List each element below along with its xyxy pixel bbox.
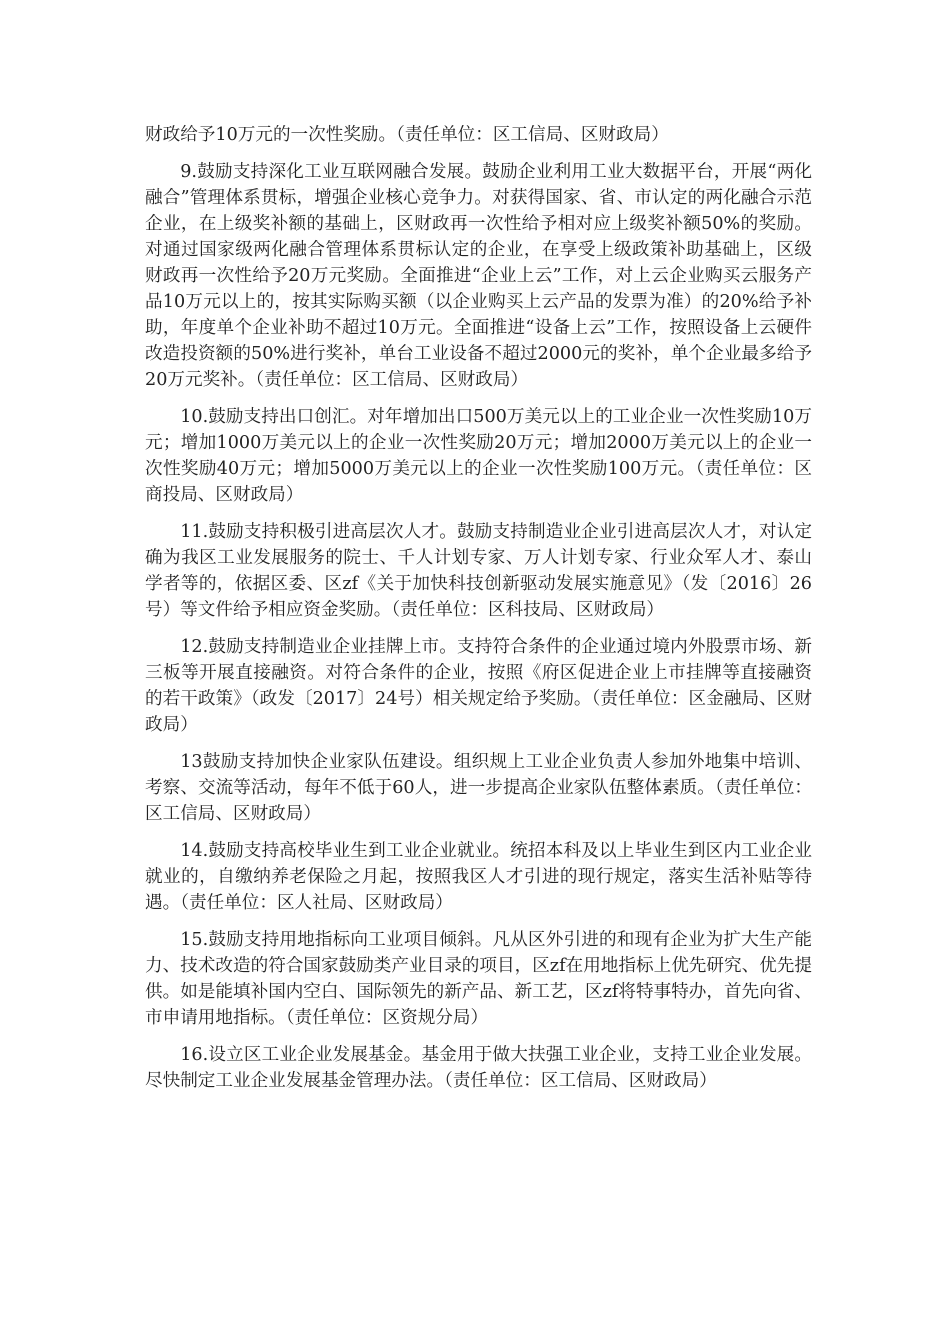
paragraph-item-11: 11.鼓励支持积极引进高层次人才。鼓励支持制造业企业引进高层次人才，对认定确为我区工业发展服务的院士、千人计划专家、万人计划专家、行业众军人才、泰山学者等的，依据区委、区zf《关于加快科技创新驱动发展实施意见》（发〔2016〕26号）等文件给予相应资金奖励。（责任单位：区科技局、区财政局） bbox=[145, 522, 812, 620]
paragraph-continuation: 财政给予10万元的一次性奖励。（责任单位：区工信局、区财政局） bbox=[145, 125, 669, 145]
paragraph-item-9: 9.鼓励支持深化工业互联网融合发展。鼓励企业利用工业大数据平台，开展“两化融合”管理体系贯标，增强企业核心竞争力。对获得国家、省、市认定的两化融合示范企业，在上级奖补额的基础上，区财政再一次性给予相对应上级奖补额50%的奖励。对通过国家级两化融合管理体系贯标认定的企业，在享受上级政策补助基础上，区级财政再一次性给予20万元奖励。全面推进“企业上云”工作，对上云企业购买云服务产品10万元以上的，按其实际购买额（以企业购买上云产品的发票为准）的20%给予补助，年度单个企业补助不超过10万元。全面推进“设备上云”工作，按照设备上云硬件改造投资额的50%进行奖补，单台工业设备不超过2000元的奖补，单个企业最多给予20万元奖补。（责任单位：区工信局、区财政局） bbox=[145, 162, 812, 390]
paragraph-item-14: 14.鼓励支持高校毕业生到工业企业就业。统招本科及以上毕业生到区内工业企业就业的，自缴纳养老保险之月起，按照我区人才引进的现行规定，落实生活补贴等待遇。（责任单位：区人社局、区财政局） bbox=[145, 841, 812, 913]
paragraph-item-13: 13鼓励支持加快企业家队伍建设。组织规上工业企业负责人参加外地集中培训、考察、交流等活动，每年不低于60人，进一步提高企业家队伍整体素质。（责任单位：区工信局、区财政局） bbox=[145, 752, 812, 824]
paragraph-item-16: 16.设立区工业企业发展基金。基金用于做大扶强工业企业，支持工业企业发展。尽快制定工业企业发展基金管理办法。（责任单位：区工信局、区财政局） bbox=[145, 1045, 812, 1091]
paragraph-item-12: 12.鼓励支持制造业企业挂牌上市。支持符合条件的企业通过境内外股票市场、新三板等开展直接融资。对符合条件的企业，按照《府区促进企业上市挂牌等直接融资的若干政策》（政发〔2017〕24号）相关规定给予奖励。（责任单位：区金融局、区财政局） bbox=[145, 637, 812, 735]
paragraph-item-10: 10.鼓励支持出口创汇。对年增加出口500万美元以上的工业企业一次性奖励10万元；增加1000万美元以上的企业一次性奖励20万元；增加2000万美元以上的企业一次性奖励40万元；增加5000万美元以上的企业一次性奖励100万元。（责任单位：区商投局、区财政局） bbox=[145, 407, 812, 505]
document-body bbox=[145, 122, 812, 1105]
paragraph-item-15: 15.鼓励支持用地指标向工业项目倾斜。凡从区外引进的和现有企业为扩大生产能力、技术改造的符合国家鼓励类产业目录的项目，区zf在用地指标上优先研究、优先提供。如是能填补国内空白、国际领先的新产品、新工艺，区zf将特事特办，首先向省、市申请用地指标。（责任单位：区资规分局） bbox=[145, 930, 812, 1028]
